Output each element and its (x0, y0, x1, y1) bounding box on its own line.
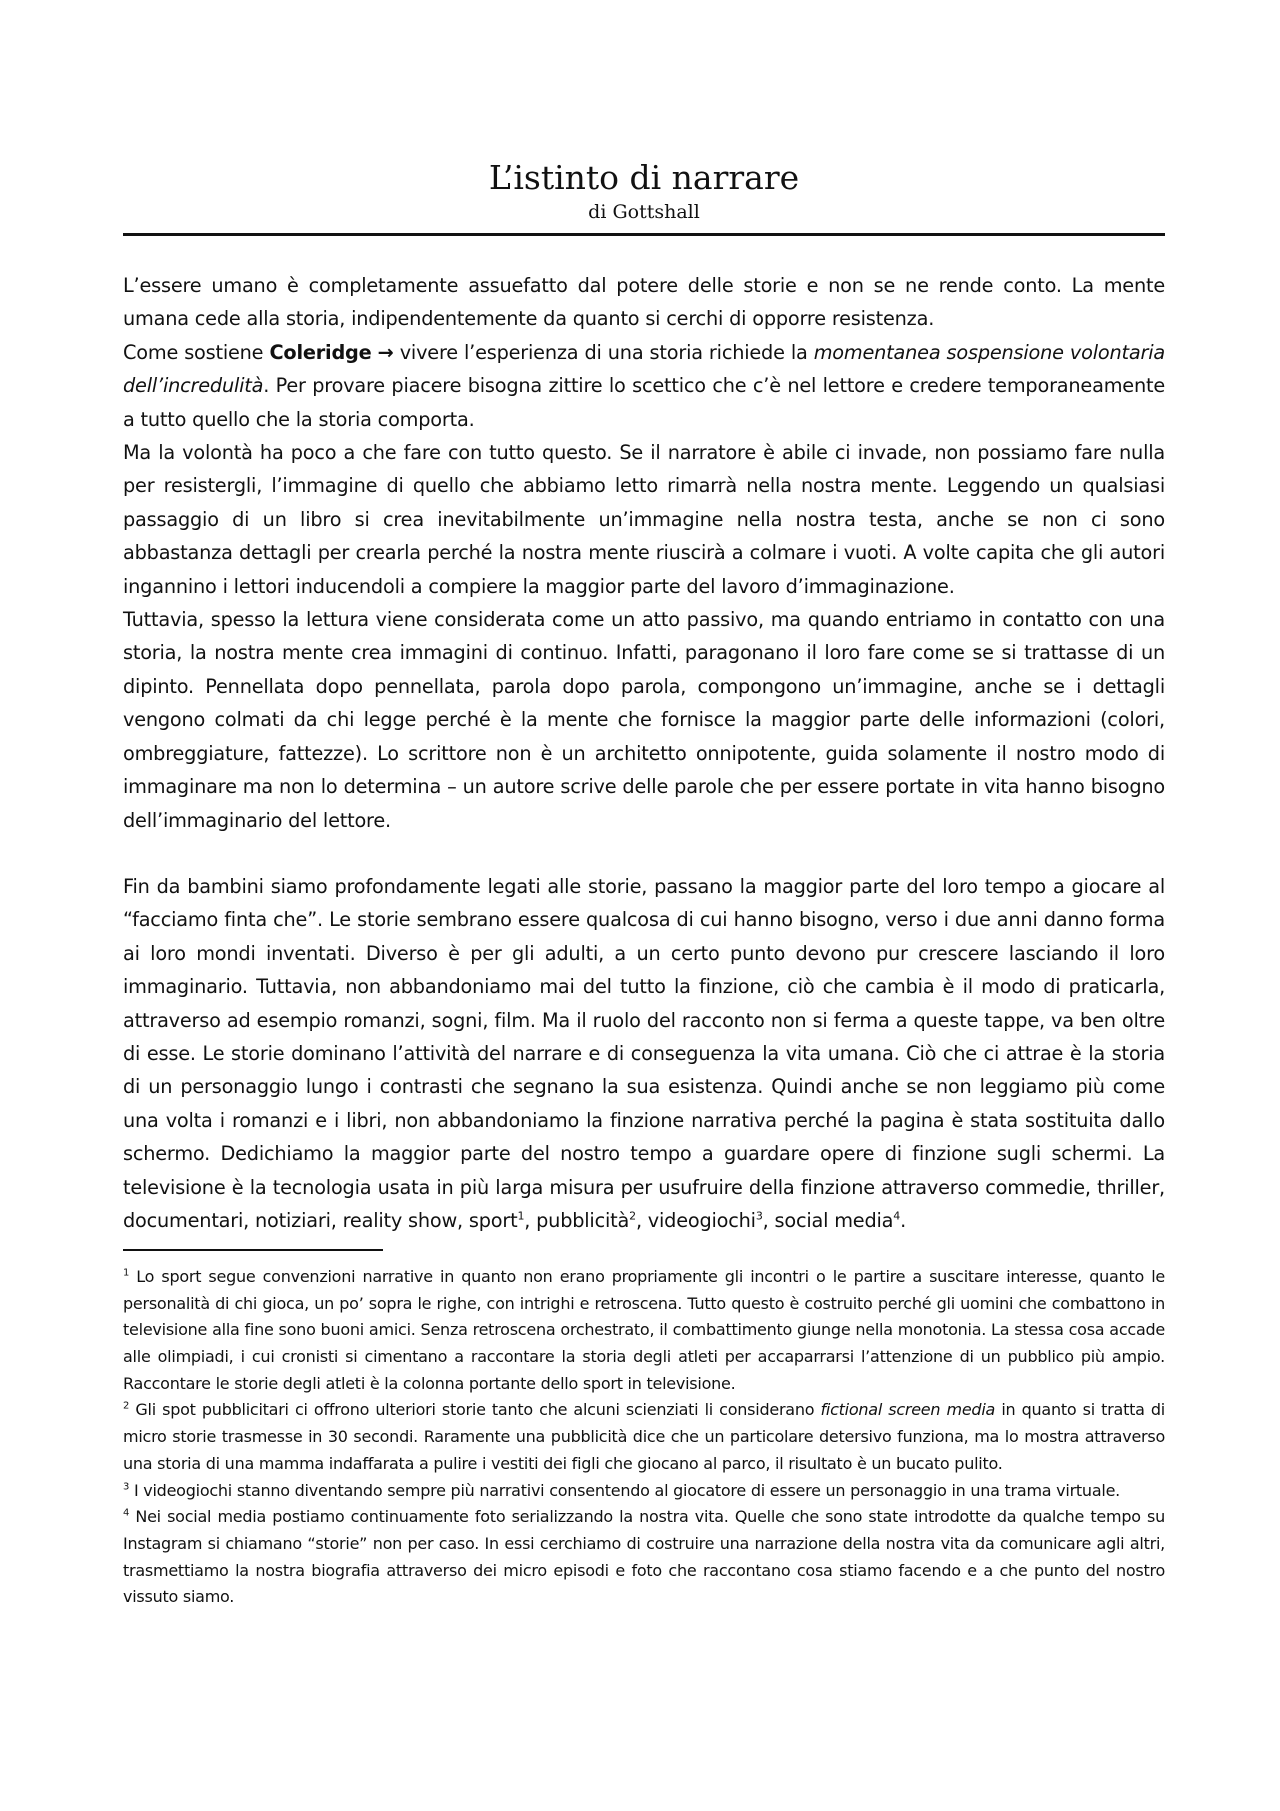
paragraph-5-text-1: , pubblicità (524, 1208, 630, 1232)
right-arrow-icon: → (377, 340, 394, 364)
footnote-ref-1[interactable]: 1 (517, 1209, 525, 1223)
paragraph-2-suffix: . Per provare piacere bisogna zittire lo scettico che c’è nel lettore e credere temporaneamente a tutto quello che la storia comporta. (123, 374, 1165, 431)
footnote-1-text: Lo sport segue convenzioni narrative in quanto non erano propriamente gli incontri o le partire a suscitare interesse, quanto le personalità di chi gioca, un po’ sopra le righe, con intrighi e retroscena. Tutto questo è costruito perché gli uomini che combattono in televisione alla fine sono buoni amici. Senza retroscena orchestrato, il combattimento giunge nella monotonia. La stessa cosa accade alle olimpiadi, i cui cronisti si cimentano a raccontare la storia degli atleti per accaparrarsi l’attenzione di un pubblico più ampio. Raccontare le storie degli atleti è la colonna portante dello sport in televisione. (123, 1266, 1165, 1393)
paragraph-4: Tuttavia, spesso la lettura viene considerata come un atto passivo, ma quando entriamo in contatto con una storia, la nostra mente crea immagini di continuo. Infatti, paragonano il loro fare come se si trattasse di un dipinto. Pennellata dopo pennellata, parola dopo parola, compongono un’immagine, anche se i dettagli vengono colmati da chi legge perché è la mente che fornisce la maggior parte delle informazioni (colori, ombreggiature, fattezze). Lo scrittore non è un architetto onnipotente, guida solamente il nostro modo di immaginare ma non lo determina – un autore scrive delle parole che per essere portate in vita hanno bisogno dell’immaginario del lettore. (123, 608, 1165, 832)
footnote-2-italic: fictional screen media (820, 1400, 996, 1420)
paragraph-5-text-2: , videogiochi (635, 1208, 756, 1232)
footnote-number-3: 3 (123, 1481, 130, 1493)
paragraph-5 (123, 870, 1165, 1237)
footnote-3 (123, 1478, 1165, 1505)
footnote-separator (123, 1249, 383, 1251)
document-page (123, 0, 1165, 1611)
footnote-3-text: I videogiochi stanno diventando sempre più narrativi consentendo al giocatore di essere un personaggio in una trama virtuale. (129, 1480, 1120, 1500)
footnote-1 (123, 1264, 1165, 1398)
document-body (123, 269, 1165, 1237)
footnote-ref-4[interactable]: 4 (893, 1209, 901, 1223)
footnote-2 (123, 1397, 1165, 1477)
footnote-2-text-b: in quanto si tratta di micro storie trasmesse in 30 secondi. Raramente una pubblicità dice che un particolare detersivo funziona, ma lo mostra attraverso una storia di una mamma indaffarata a pulire i vestiti dei figli che giocano al parco, il risultato è un bucato pulito. (123, 1400, 1165, 1473)
footnote-ref-2[interactable]: 2 (629, 1209, 636, 1223)
paragraph-gap (123, 837, 1165, 870)
paragraph-5-text-4: . (900, 1208, 907, 1232)
footnote-ref-3[interactable]: 3 (755, 1209, 763, 1223)
page-title: L’istinto di narrare (488, 158, 800, 197)
paragraph-2 (123, 336, 1165, 436)
paragraph-2-italic: momentanea sospensione volontaria dell’incredulità (123, 340, 1165, 398)
author-line: di Gottshall (588, 201, 700, 223)
paragraph-1: L’essere umano è completamente assuefatto dal potere delle storie e non se ne rende conto. La mente umana cede alla storia, indipendentemente da quanto si cerchi di opporre resistenza. (123, 274, 1165, 331)
paragraph-5-text-3: , social media (762, 1208, 894, 1232)
footnotes (123, 1264, 1165, 1611)
footnote-number-4: 4 (123, 1507, 130, 1519)
footnote-4 (123, 1504, 1165, 1611)
footnote-number-2: 2 (123, 1401, 130, 1413)
footnote-number-1: 1 (123, 1267, 130, 1279)
footnote-2-text-a: Gli spot pubblicitari ci offrono ulteriori storie tanto che alcuni scienziati li considerano (129, 1400, 821, 1420)
paragraph-2-mid: vivere l’esperienza di una storia richiede la (393, 340, 814, 364)
title-divider (123, 233, 1165, 236)
coleridge-name: Coleridge (269, 340, 372, 364)
paragraph-2-prefix: Come sostiene (123, 340, 270, 364)
paragraph-3: Ma la volontà ha poco a che fare con tutto questo. Se il narratore è abile ci invade, non possiamo fare nulla per resistergli, l’immagine di quello che abbiamo letto rimarrà nella nostra mente. Leggendo un qualsiasi passaggio di un libro si crea inevitabilmente un’immagine nella nostra testa, anche se non ci sono abbastanza dettagli per crearla perché la nostra mente riuscirà a colmare i vuoti. A volte capita che gli autori ingannino i lettori inducendoli a compiere la maggior parte del lavoro d’immaginazione. (123, 441, 1165, 598)
paragraph-5-main: Fin da bambini siamo profondamente legati alle storie, passano la maggior parte del loro tempo a giocare al “facciamo finta che”. Le storie sembrano essere qualcosa di cui hanno bisogno, verso i due anni danno forma ai loro mondi inventati. Diverso è per gli adulti, a un certo punto devono pur crescere lasciando il loro immaginario. Tuttavia, non abbandoniamo mai del tutto la finzione, ciò che cambia è il modo di praticarla, attraverso ad esempio romanzi, sogni, film. Ma il ruolo del racconto non si ferma a queste tappe, va ben oltre di esse. Le storie dominano l’attività del narrare e di conseguenza la vita umana. Ciò che ci attrae è la storia di un personaggio lungo i contrasti che segnano la sua esistenza. Quindi anche se non leggiamo più come una volta i romanzi e i libri, non abbandoniamo la finzione narrativa perché la pagina è stata sostituita dallo schermo. Dedichiamo la maggior parte del nostro tempo a guardare opere di finzione sugli schermi. La televisione è la tecnologia usata in più larga misura per usufruire della finzione attraverso commedie, thriller, documentari, notiziari, reality show, sport (123, 874, 1165, 1232)
footnote-4-text: Nei social media postiamo continuamente foto serializzando la nostra vita. Quelle che sono state introdotte da qualche tempo su Instagram si chiamano “storie” non per caso. In essi cerchiamo di costruire una narrazione della nostra vita da comunicare agli altri, trasmettiamo la nostra biografia attraverso dei micro episodi e foto che raccontano cosa stiamo facendo e a che punto del nostro vissuto siamo. (123, 1507, 1165, 1607)
